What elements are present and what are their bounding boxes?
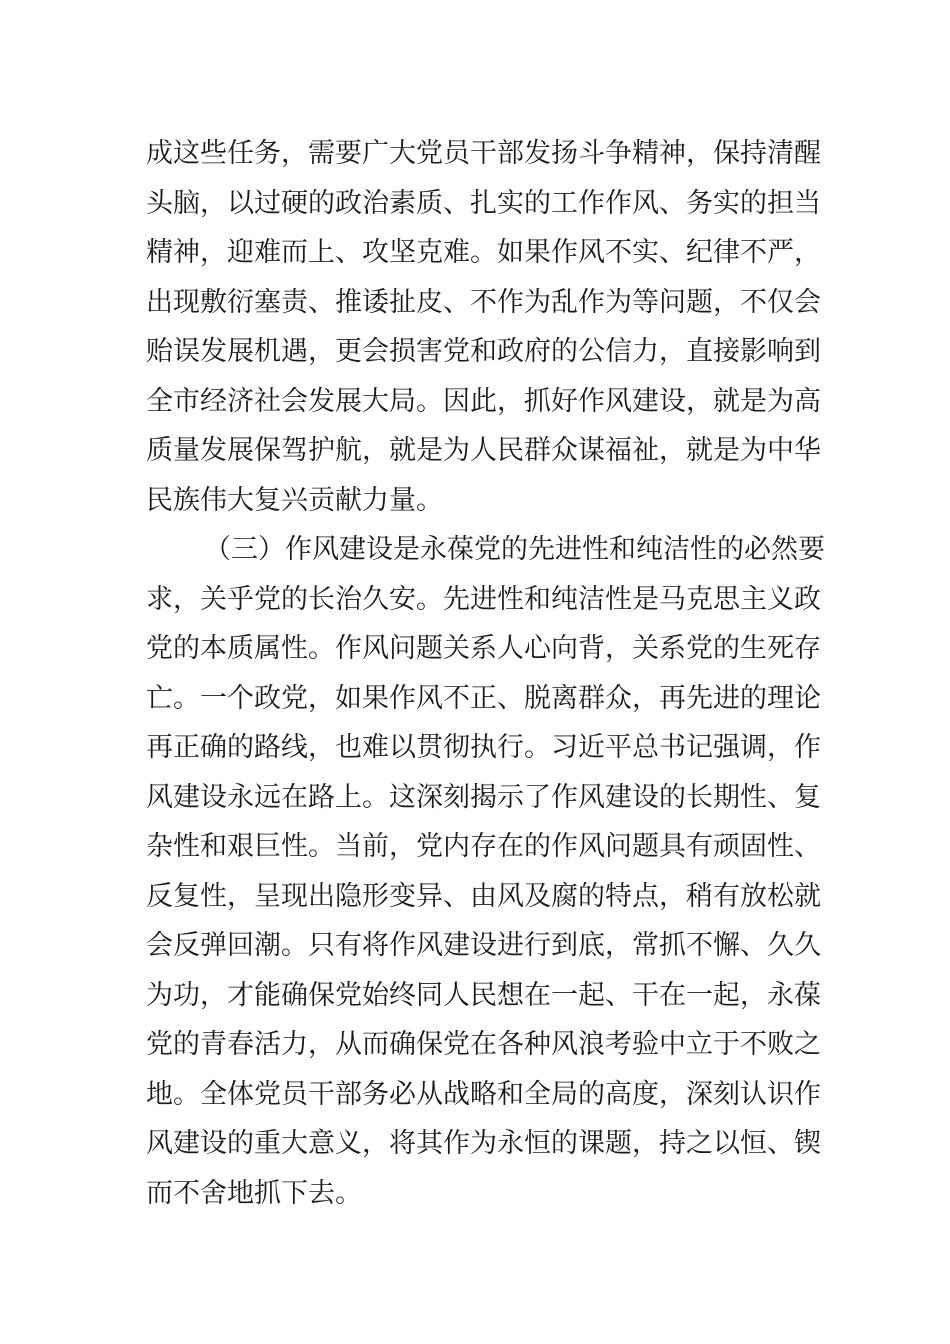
text-line: 质量发展保驾护航，就是为人民群众谋福祉，就是为中华 [146, 435, 821, 466]
text-line: 会反弹回潮。只有将作风建设进行到底，常抓不懈、久久 [146, 930, 821, 961]
text-line: 杂性和艰巨性。当前，党内存在的作风问题具有顽固性、 [146, 831, 821, 862]
text-line: 党的本质属性。作风问题关系人心向背，关系党的生死存 [146, 633, 821, 664]
text-line: 风建设永远在路上。这深刻揭示了作风建设的长期性、复 [146, 782, 821, 813]
text-line: 亡。一个政党，如果作风不正、脱离群众，再先进的理论 [146, 683, 821, 714]
text-line: 出现敷衍塞责、推诿扯皮、不作为乱作为等问题，不仅会 [146, 287, 821, 318]
text-line: 而不舍地抓下去。 [146, 1178, 362, 1209]
text-line: 民族伟大复兴贡献力量。 [146, 485, 443, 516]
text-line: 求，关乎党的长治久安。先进性和纯洁性是马克思主义政 [146, 584, 821, 615]
text-line: 风建设的重大意义，将其作为永恒的课题，持之以恒、锲 [146, 1128, 821, 1159]
text-line: 再正确的路线，也难以贯彻执行。习近平总书记强调，作 [146, 732, 821, 763]
text-line: 成这些任务，需要广大党员干部发扬斗争精神，保持清醒 [146, 138, 821, 169]
paragraph-heading-line: （三）作风建设是永葆党的先进性和纯洁性的必然要 [204, 534, 825, 565]
text-line: 地。全体党员干部务必从战略和全局的高度，深刻认识作 [146, 1079, 821, 1110]
text-line: 党的青春活力，从而确保党在各种风浪考验中立于不败之 [146, 1029, 821, 1060]
text-line: 精神，迎难而上、攻坚克难。如果作风不实、纪律不严， [146, 237, 821, 268]
text-line: 反复性，呈现出隐形变异、由风及腐的特点，稍有放松就 [146, 881, 821, 912]
text-line: 头脑，以过硬的政治素质、扎实的工作作风、务实的担当 [146, 188, 821, 219]
text-line: 为功，才能确保党始终同人民想在一起、干在一起，永葆 [146, 980, 821, 1011]
text-line: 全市经济社会发展大局。因此，抓好作风建设，就是为高 [146, 386, 821, 417]
text-line: 贻误发展机遇，更会损害党和政府的公信力，直接影响到 [146, 336, 821, 367]
